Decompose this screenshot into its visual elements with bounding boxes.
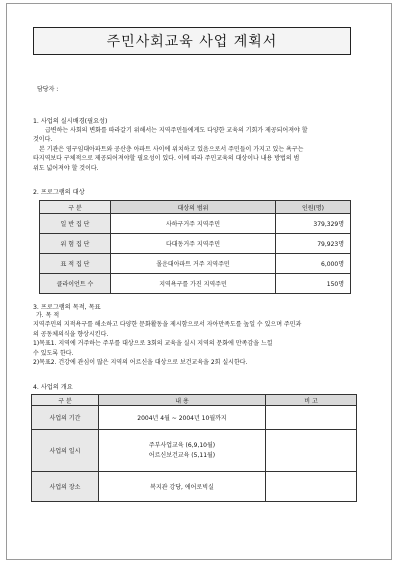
- row-scope: 몰운대아파트 거주 지역주민: [111, 254, 276, 274]
- table-row: [32, 430, 357, 472]
- section1-heading: 1. 사업의 실시배경(필요성): [33, 118, 108, 125]
- header-category: 구 분: [40, 201, 111, 214]
- overview-table: [31, 394, 357, 502]
- section3-line1: 지역주민의 지적욕구를 해소하고 다양한 문화활동을 제시함으로서 자아만족도를 높일 수 있으며 주민과: [33, 321, 302, 329]
- section1-body: [33, 126, 355, 173]
- row-content-line: 어르신보건교육 (5,11월): [148, 451, 216, 459]
- section3-body: [33, 311, 355, 367]
- section3-line3: 1)목표1. 지역에 거주하는 주부를 대상으로 3회의 교육을 실시 지역의 문화에 만족감을 느낄: [33, 340, 273, 348]
- section3-heading: 3. 프로그램의 목적, 목표: [33, 304, 101, 311]
- section1-line1: 급변하는 사회의 변화를 따라갈기 위해서는 지역주민들에게도 다양한 교육의 기회가 제공되어져야 할: [45, 127, 308, 134]
- table-header-row: [40, 201, 351, 214]
- table-row: [32, 406, 357, 430]
- section1-line2: 것이다.: [33, 136, 53, 144]
- row-note: [266, 472, 357, 502]
- row-category: 위 험 집 단: [40, 234, 111, 254]
- table-row: [40, 214, 351, 234]
- row-category: 표 적 집 단: [40, 254, 111, 274]
- row-count: 379,329명: [276, 214, 351, 234]
- header-scope: 대상의 범위: [111, 201, 276, 214]
- section1-line4: 타지역보다 구체적으로 제공되어져야할 필요성이 있다. 이에 따라 주민교육의 대상이나 내용 방법의 범: [33, 155, 300, 163]
- section3-sub: 가. 목 적: [36, 312, 60, 319]
- section3-line4: 수 있도록 한다.: [33, 349, 74, 357]
- target-table: [39, 200, 351, 294]
- row-content: [99, 472, 266, 502]
- table-row: [40, 254, 351, 274]
- manager-label: 담당자 :: [37, 86, 59, 93]
- row-note: [266, 430, 357, 472]
- row-content: [99, 406, 266, 430]
- row-label: 사업의 장소: [32, 472, 99, 502]
- table-row: [40, 234, 351, 254]
- row-count: 6,000명: [276, 254, 351, 274]
- header-category: 구 분: [32, 395, 99, 406]
- row-content-line: 2004년 4월 ~ 2004년 10월까지: [137, 415, 227, 422]
- row-scope: 사하구거주 지역주민: [111, 214, 276, 234]
- section2-heading: 2. 프로그램의 대상: [33, 189, 85, 196]
- row-note: [266, 406, 357, 430]
- section1-line5: 위도 넓어져야 할 것이다.: [33, 164, 99, 172]
- row-count: 79,923명: [276, 234, 351, 254]
- row-scope: 다대동거주 지역주민: [111, 234, 276, 254]
- row-category: 일 반 집 단: [40, 214, 111, 234]
- row-count: 150명: [276, 274, 351, 294]
- header-content: 내 용: [99, 395, 266, 406]
- table-row: [32, 472, 357, 502]
- header-count: 인원(명): [276, 201, 351, 214]
- section1-line3: 본 기관은 영구임대아파트와 공산층 아파트 사이에 위치하고 있음으로서 주민들이 가지고 있는 욕구는: [39, 145, 304, 153]
- section3-line5: 2)목표2. 건강에 관심이 많은 지역의 어르신을 대상으로 보건교육을 2회 실시한다.: [33, 359, 248, 367]
- document-title: 주민사회교육 사업 계획서: [33, 27, 351, 55]
- row-content-line: 복지관 강당, 에어로빅실: [150, 484, 214, 491]
- table-row: [40, 274, 351, 294]
- row-content-line: 주부사업교육 (6,9,10월): [148, 441, 216, 449]
- header-note: 비 고: [266, 395, 357, 406]
- row-content: [99, 430, 266, 472]
- row-label: 사업의 일시: [32, 430, 99, 472]
- row-scope: 지역욕구를 가진 지역주민: [111, 274, 276, 294]
- row-label: 사업의 기간: [32, 406, 99, 430]
- section3-line2: 의 공동체의식을 향상시킨다.: [33, 330, 109, 338]
- row-category: 클라이언트 수: [40, 274, 111, 294]
- section4-heading: 4. 사업의 개요: [33, 384, 73, 391]
- table-header-row: [32, 395, 357, 406]
